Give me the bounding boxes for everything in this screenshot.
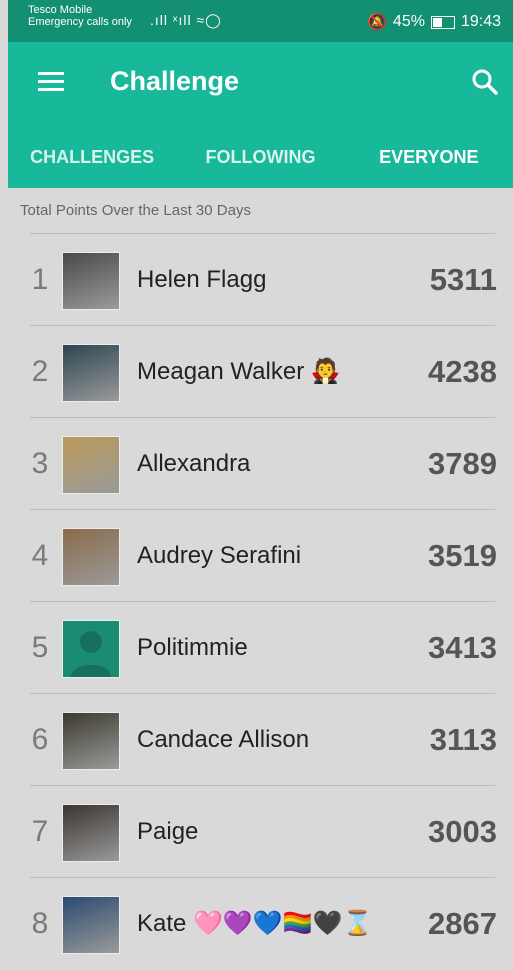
leaderboard-row[interactable]: [8, 602, 513, 694]
menu-icon[interactable]: [38, 72, 64, 92]
leaderboard-row[interactable]: [8, 786, 513, 878]
user-name: Candace Allison: [137, 726, 310, 753]
battery-percent: 45%: [392, 13, 425, 30]
search-icon[interactable]: [471, 68, 499, 96]
rank-number: 2: [31, 355, 49, 388]
leaderboard-subheader: Total Points Over the Last 30 Days: [20, 202, 251, 219]
avatar: [62, 528, 120, 586]
rank-number: 1: [31, 263, 49, 296]
battery-icon: [431, 16, 455, 29]
rank-number: 6: [31, 723, 49, 756]
status-bar: [8, 0, 513, 42]
points-total: 3113: [429, 722, 497, 757]
avatar: [62, 344, 120, 402]
carrier-name: Tesco Mobile: [28, 4, 93, 16]
leaderboard-row[interactable]: [8, 878, 513, 970]
user-name: Politimmie: [137, 634, 248, 661]
user-name: Meagan Walker 🧛: [137, 358, 341, 385]
tab-everyone[interactable]: EVERYONE: [345, 138, 513, 188]
avatar: [62, 896, 120, 954]
points-total: 5311: [429, 262, 497, 297]
avatar: [62, 252, 120, 310]
mute-bell-icon: 🔕: [367, 14, 387, 31]
status-right: [367, 12, 501, 32]
default-avatar: [62, 620, 120, 678]
tab-challenges[interactable]: CHALLENGES: [30, 147, 155, 167]
avatar: [62, 804, 120, 862]
points-total: 2867: [428, 906, 497, 941]
leaderboard-row[interactable]: [8, 326, 513, 418]
rank-number: 8: [31, 907, 49, 940]
emergency-calls-note: Emergency calls only: [28, 16, 132, 28]
avatar: [62, 712, 120, 770]
page-title: Challenge: [110, 66, 240, 96]
avatar: [62, 436, 120, 494]
user-name: Audrey Serafini: [137, 542, 302, 569]
app-bar: [8, 42, 513, 188]
user-name: Kate 🩷💜💙🏳️‍🌈🖤⌛: [137, 910, 373, 937]
points-total: 4238: [428, 354, 497, 389]
leaderboard-row[interactable]: [8, 694, 513, 786]
leaderboard-row[interactable]: [8, 234, 513, 326]
points-total: 3413: [428, 630, 497, 665]
clock: 19:43: [460, 13, 501, 30]
points-total: 3519: [428, 538, 497, 573]
points-total: 3789: [428, 446, 497, 481]
carrier-info: [28, 4, 132, 28]
rank-number: 7: [31, 815, 49, 848]
user-name: Helen Flagg: [137, 266, 267, 293]
tab-bar: [8, 138, 513, 188]
leaderboard-row[interactable]: [8, 510, 513, 602]
rank-number: 3: [31, 447, 49, 480]
rank-number: 5: [31, 631, 49, 664]
points-total: 3003: [428, 814, 497, 849]
signal-wifi-icons: .ıll ˣıll ≈◯: [150, 12, 222, 28]
user-name: Paige: [137, 818, 199, 845]
leaderboard-row[interactable]: [8, 418, 513, 510]
leaderboard-panel: [8, 188, 513, 941]
user-name: Allexandra: [137, 450, 251, 477]
tab-following[interactable]: FOLLOWING: [205, 147, 316, 167]
rank-number: 4: [31, 539, 49, 572]
